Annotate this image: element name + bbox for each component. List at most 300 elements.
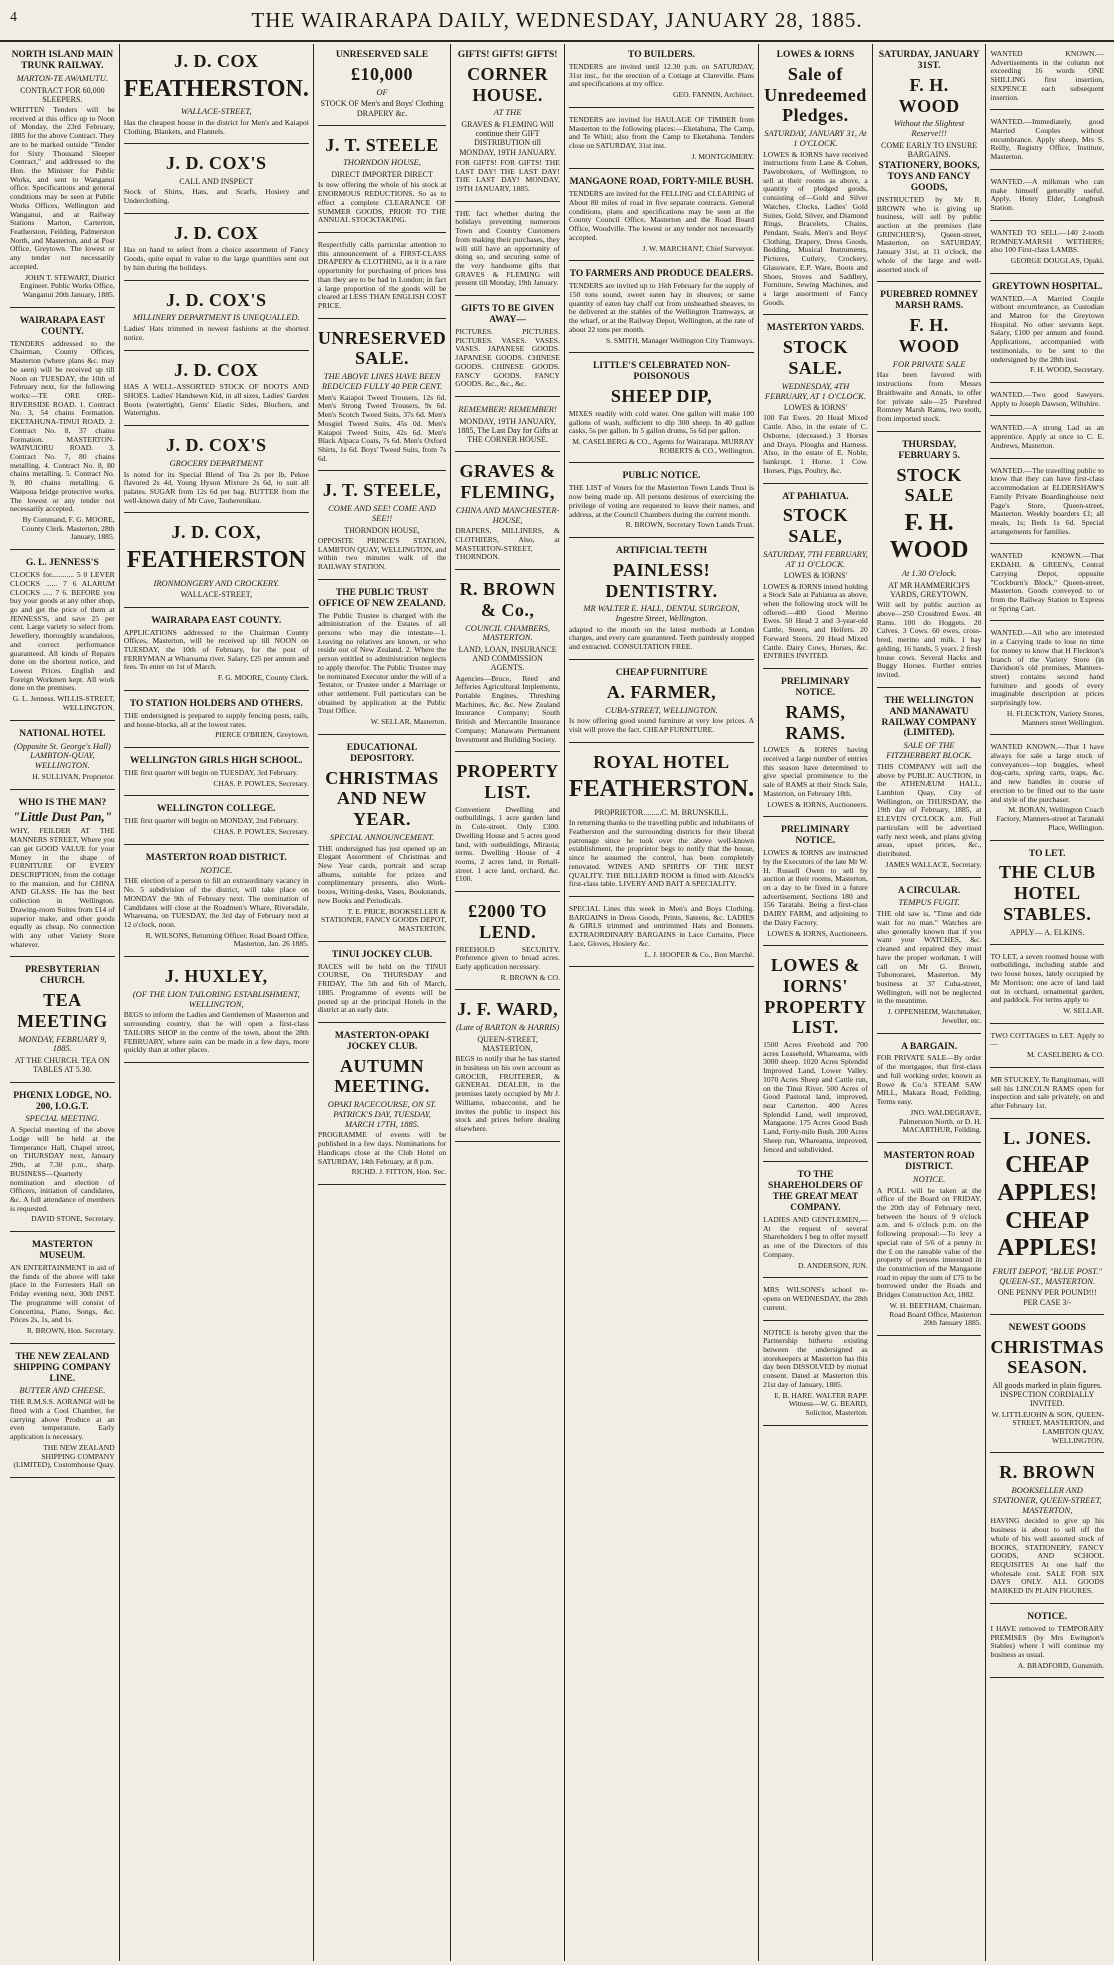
ad-body: PROGRAMME of events will be published in a few days. Nominations for Handicaps close at the Club Hotel on SATURDAY, 14th February, at 8 p.m. — [317, 1130, 447, 1166]
ad-signature: L. J. HOOPER & Co., Bon Marché. — [644, 949, 755, 959]
advertisement — [763, 44, 868, 315]
ad-display-heading: LOWES & IORNS' PROPERTY LIST. — [764, 955, 867, 1038]
ad-subheading: TEMPUS FUGIT. — [898, 897, 960, 908]
ad-body: SPECIAL Lines this week in Men's and Boys Clothing. BARGAINS in Dress Goods, Prints, Sateens, &c. LADIES & GIRLS trimmed and untrimmed Hats and Bonnets. EXTRAORDINARY BARGAINS in Lace Curtains, Piece Lace, Gloves, Hosiery &c. — [568, 903, 755, 948]
ad-body: HAS A WELL-ASSORTED STOCK OF BOOTS AND SHOES. Ladies' Handsewn Kid, in all sizes, Ladies' Garden Boots (watertight), Gents' Elastic Sides, Bluchers, and Watertights. — [123, 382, 309, 418]
column-1 — [6, 44, 120, 1961]
ad-heading: CHEAP FURNITURE — [615, 667, 708, 678]
advertisement — [763, 317, 868, 483]
advertisement — [569, 44, 754, 108]
ad-body: THE fact whether during the holidays preventing numerous Town and Country Customers from making their purchases, they will still have an opportunity of doing so, and securing some of the very handsome gifts that GRAVES & FLEMING will present till Monday, 19th January. — [455, 208, 560, 288]
ad-signature: F. G. MOORE, County Clerk. — [217, 673, 309, 683]
ad-body: LADIES AND GENTLEMEN,—At the request of several Shareholders I beg to offer myself as one of the Directors of this Company. — [763, 1215, 868, 1259]
advertisement — [124, 750, 309, 796]
column-8 — [986, 44, 1108, 1961]
ad-heading: THE NEW ZEALAND SHIPPING COMPANY LINE. — [13, 1351, 111, 1384]
ad-subheading: BOOKSELLER AND STATIONER, QUEEN-STREET, MASTERTON, — [992, 1485, 1102, 1515]
advertisement — [455, 894, 560, 990]
ad-heading: AT PAHIATUA. — [782, 491, 849, 502]
ad-heading: UNRESERVED SALE — [335, 50, 429, 60]
advertisement — [569, 110, 754, 170]
ad-subheading: GRAVES & FLEMING Will continue their GIFT DISTRIBUTION till MONDAY, 19TH JANUARY. — [459, 120, 556, 157]
ad-subheading: THORNDON HOUSE, — [343, 157, 421, 168]
ad-subheading: APPLY— A. ELKINS. — [1010, 927, 1085, 937]
column-3 — [314, 44, 451, 1961]
columns-container — [6, 44, 1108, 1961]
advertisement — [124, 798, 309, 844]
ad-subheading: COUNCIL CHAMBERS, MASTERTON. — [465, 622, 550, 643]
ad-display-heading: THE CLUB HOTEL STABLES. — [998, 862, 1096, 924]
advertisement — [990, 223, 1104, 274]
ad-body: FREEHOLD SECURITY. Preference given to broad acres. Early application necessary. — [455, 944, 560, 972]
ad-subheading: LAND, LOAN, INSURANCE AND COMMISSION AGENTS. — [458, 645, 557, 673]
ad-signature: J. W. MARCHANT, Chief Surveyor. — [642, 243, 755, 253]
advertisement — [569, 899, 754, 967]
advertisement — [990, 623, 1104, 735]
ad-signature: PIERCE O'BRIEN, Greytown. — [215, 730, 309, 740]
advertisement — [124, 216, 309, 281]
advertisement — [569, 745, 754, 897]
advertisement — [569, 355, 754, 463]
ad-body: WANTED.—Two good Sawyers. Apply to Joseph Dawson, Wiltshire. — [990, 390, 1104, 408]
ad-body: In returning thanks to the travelling public and inhabitants of Featherston and the surrounding districts for their liberal patronage since he took over the above well-known establishment, the proprietor begs to notify that the house, since he assumed the control, has been completely renovated. WINES AND SPIRITS OF THE BEST QUALITY. THE BILLIARD ROOM is fitted with Alcock's first-class table. LIVERY AND BAIT A SPECIALITY. — [568, 818, 755, 889]
ad-heading: NORTH ISLAND MAIN TRUNK RAILWAY. — [11, 50, 114, 71]
newspaper-title: THE WAIRARAPA DAILY, WEDNESDAY, JANUARY 28, 1885. — [251, 7, 863, 32]
ad-display-heading: GRAVES & FLEMING, — [459, 461, 556, 503]
advertisement — [877, 44, 982, 282]
advertisement — [124, 146, 309, 213]
ad-display-heading: UNRESERVED SALE. — [317, 327, 447, 369]
ad-subheading: FRUIT DEPOT, "BLUE POST." QUEEN-ST., MASTERTON. — [992, 1265, 1102, 1286]
ad-signature: A. BRADFORD, Gunsmith. — [1017, 1660, 1104, 1670]
ad-subheading: SATURDAY, 7TH FEBRUARY, AT 11 O'CLOCK. — [763, 548, 868, 569]
advertisement — [569, 263, 754, 353]
ad-body: Stock of Shirts, Hats, and Scarfs, Hosiery and Underclothing. — [123, 187, 309, 206]
ad-body: MIXES readily with cold water. One gallon will make 100 gallons of wash, sufficient to dip 300 sheep. In 40 gallon casks, 5s per gallon. In 5 gallon drums, 5s 6d per gallon. — [568, 408, 755, 436]
ad-signature: S. SMITH, Manager Wellington City Tramways. — [605, 335, 755, 345]
ad-body: NOTICE is hereby given that the Partnership hitherto existing between the undersigned as storekeepers at Masterton has this day been DISSOLVED by mutual consent. Dated at Masterton this 21st day of January, 1885. — [763, 1327, 868, 1389]
ad-body: WANTED.—Immediately, good Married Couples without encumbrance. Apply sheep, Mrs S. Reilly, Registry Office, Institute, Masterton. — [990, 117, 1104, 162]
ad-body: LOWES & IORNS are instructed by the Executors of the late Mr W. H. Russell Owen to sell by auction at their rooms, Masterton, on a day to be fixed in a future advertisement, Sections 180 and 156 Taratahi. Being a first-class DAIRY FARM, and adjoining to the Dairy Factory. — [763, 848, 868, 927]
ad-display-heading: J. D. COX'S — [166, 289, 267, 310]
ad-body: WANTED.—A strong Lad as an apprentice. Apply at once to C. E. Andrews, Masterton. — [990, 423, 1104, 450]
ad-signature: JAMES WALLACE, Secretary. — [885, 859, 982, 869]
column-4 — [451, 44, 565, 1961]
advertisement — [455, 754, 560, 892]
ad-body: WANTED KNOWN.—That I have always for sale a large stock of conveyances—top buggies, wheel dog-carts, spring carts, traps, &c. and new handles in course of erection to be fitted out to the taste and style of the purchaser. — [990, 742, 1104, 804]
ad-heading: MASTERTON ROAD DISTRICT. — [145, 852, 287, 863]
advertisement — [10, 959, 115, 1082]
ad-signature: LOWES & IORNS, Auctioneers. — [767, 928, 868, 938]
advertisement — [124, 428, 309, 513]
ad-body: OPPOSITE PRINCE'S STATION, LAMBTON QUAY, WELLINGTON, and within two minutes walk of the RAILWAY STATION. — [317, 535, 447, 571]
column-2 — [120, 44, 314, 1961]
ad-heading: SATURDAY, JANUARY 31ST. — [878, 50, 980, 71]
ad-display-heading: R. BROWN — [999, 1462, 1096, 1483]
ad-body: BEGS to notify that he has started in business on his own account as GROCER, FRUITERER, & GENERAL DEALER, in the premises lately occupied by Mr J. Williams, tobacconist, and he invites the public to inspect his stock and prices before dealing elsewhere. — [455, 1054, 560, 1134]
advertisement — [763, 1280, 868, 1320]
ad-signature: R. BROWN & CO. — [500, 972, 560, 982]
ad-signature: J. OPPENHEIM, Watchmaker, Jeweller, etc. — [887, 1007, 982, 1025]
ad-display-heading: FEATHERSTON — [126, 547, 306, 574]
ad-heading: MASTERTON YARDS. — [766, 323, 864, 334]
ad-display-heading: STOCK SALE — [896, 464, 962, 506]
advertisement — [763, 948, 868, 1162]
advertisement — [455, 454, 560, 570]
ad-signature: CHAS. P. POWLES, Secretary. — [213, 778, 309, 788]
ad-body: Has on hand to select from a choice assortment of Fancy Goods, quite equal in value to the large quantities sent out by him during the holidays. — [123, 245, 309, 272]
ad-subheading: SPECIAL MEETING. — [25, 1113, 100, 1124]
ad-body: A Special meeting of the above Lodge will be held at the Temperance Hall, Chapel street, on THURSDAY next, January 29th, at 7.30 p.m., sharp. BUSINESS—Quarterly nomination and election of Officers, initiation of candidates, &c. A full attendance of members is requested. — [10, 1125, 115, 1213]
ad-subheading: CUBA-STREET, WELLINGTON. — [605, 704, 718, 715]
advertisement — [124, 283, 309, 351]
ad-body: WANTED TO SELL—140 2-tooth ROMNEY-MARSH WETHERS; also 100 First-class LAMBS. — [990, 227, 1104, 255]
advertisement — [990, 172, 1104, 221]
advertisement — [124, 610, 309, 691]
ad-display-heading: J. D. COX — [174, 51, 259, 71]
ad-heading: LITTLE'S CELEBRATED NON-POISONOUS — [592, 361, 731, 383]
ad-display-heading: PROPERTY LIST. — [456, 761, 559, 803]
ad-heading: WHO IS THE MAN? — [18, 797, 107, 808]
advertisement — [990, 843, 1104, 945]
ad-heading: THURSDAY, FEBRUARY 5. — [898, 439, 960, 461]
page-number: 4 — [10, 10, 17, 25]
ad-heading: PRELIMINARY NOTICE. — [781, 676, 850, 698]
advertisement — [318, 473, 446, 579]
ad-body: APPLICATIONS addressed to the Chairman County Offices, Masterton, will be received up till NOON on TUESDAY, the 10th of February, for the post of FERRYMAN at Whareama river. Salary, £25 per annum and fees. To enter on 1st of March. — [123, 627, 309, 672]
ad-subheading: ONE PENNY PER POUND!!! PER CASE 3/- — [997, 1288, 1097, 1307]
ad-subheading: AT THE CHURCH. TEA ON TABLES AT 5.30. — [14, 1056, 110, 1075]
advertisement — [569, 540, 754, 660]
ad-signature: M. BORAN, Wellington Coach Factory, Manners-street at Taranaki Place, Wellington. — [996, 805, 1104, 832]
ad-body: THE undersigned has just opened up an Elegant Assortment of Christmas and New Year cards, portrait and scrap albums, suitable for prizes and complimentary presents, also Work-boxes, Writing-desks, Vases, Bookstands, new Books and Periodicals. — [317, 843, 447, 905]
ad-signature: M. CASELBERG & CO., Agents for Wairarapa. MURRAY ROBERTS & CO., Wellington. — [572, 436, 755, 455]
ad-subheading: CONTRACT FOR 60,000 SLEEPERS. — [20, 85, 105, 104]
ad-display-heading: FEATHERSTON. — [123, 75, 309, 102]
advertisement — [990, 1317, 1104, 1454]
advertisement — [569, 662, 754, 743]
ad-heading: EDUCATIONAL DEPOSITORY. — [346, 742, 418, 764]
ad-signature: By Command, F. G. MOORE, County Clerk. Masterton, 28th January, 1885. — [21, 515, 115, 542]
ad-subheading: AT MR HAMMERICH'S YARDS, GREYTOWN. — [888, 580, 970, 600]
advertisement — [990, 1026, 1104, 1068]
ad-heading: A CIRCULAR. — [897, 885, 961, 896]
advertisement — [763, 486, 868, 669]
ad-signature: R. BROWN, Hon. Secretary. — [26, 1325, 115, 1335]
ad-signature: GEORGE DOUGLAS, Opaki. — [1010, 255, 1104, 265]
ad-body: Agencies—Bruce, Reed and Jefferies Agricultural Implements, Portable Engines, Threshing Machines, &c. &c. New Zealand Insurance Company; South British and Mercantile Insurance Company; Manawatu Permanent Investment and Building Society. — [455, 673, 560, 744]
ad-body: TENDERS are invited for HAULAGE OF TIMBER from Masterton to the following places:—Eketahuna, The Camp, and Te Whiti; also from the Camp to Eketahuna. Tenders close on SATURDAY, 31st inst. — [568, 114, 755, 150]
ad-heading: TO BUILDERS. — [628, 50, 695, 60]
ad-display-heading: AUTUMN MEETING. — [334, 1055, 430, 1097]
advertisement — [318, 128, 446, 233]
advertisement — [569, 465, 754, 538]
advertisement — [877, 690, 982, 878]
ad-signature: RICHD. J. FITTON, Hon. Sec. — [351, 1167, 447, 1177]
advertisement — [877, 880, 982, 1034]
ad-subheading: CHINA AND MANCHESTER-HOUSE, — [455, 504, 560, 525]
ad-display-heading: FEATHERSTON. — [568, 776, 755, 803]
ad-display-heading: R. BROWN & Co., — [459, 579, 556, 620]
advertisement — [455, 44, 560, 202]
ad-heading: PRESBYTERIAN CHURCH. — [25, 965, 100, 987]
ad-subheading: Without the Slightest Reserve!!! — [893, 118, 965, 138]
ad-display-heading: F. H. WOOD — [898, 315, 960, 356]
advertisement — [10, 723, 115, 790]
ad-subheading: WEDNESDAY, 4TH FEBRUARY, AT 1 O'CLOCK. — [764, 380, 866, 401]
ad-body: HAVING decided to give up his business is about to sell off the whole of his well assorted stock of BOOKS, STATIONERY, FANCY GOODS, AND SCHOOL REQUISITES At one half the wholesale cost. SALE FOR SIX DAYS ONLY. ALL GOODS MARKED IN PLAIN FIGURES. — [990, 1516, 1104, 1596]
ad-heading: MASTERTON-OPAKI JOCKEY CLUB. — [334, 1030, 430, 1052]
ad-body: THE undersigned is prepared to supply fencing posts, rails, and house-blocks, all at the lowest rates. — [123, 710, 309, 729]
advertisement — [990, 947, 1104, 1024]
ad-heading: WAIRARAPA EAST COUNTY. — [19, 315, 105, 337]
ad-subheading: FOR PRIVATE SALE — [892, 358, 966, 369]
ad-body: TO LET, a seven roomed house with outbuildings, including stable and two loose boxes, lately occupied by Mr Morrison; one acre of land laid out in orchard, ornamental garden, and paddock. For terms apply to — [990, 951, 1104, 1005]
ad-heading: GIFTS! GIFTS! GIFTS! — [457, 50, 558, 60]
ad-body: WANTED.—All who are interested in a Carrying trade to lose no time for money to know that H Fleckton's branch of the Variety Store (in Davidson's old premises, Manners-street) contains second hand furniture and goods of every imaginable description at prices surprisingly low. — [990, 628, 1104, 708]
column-5 — [565, 44, 759, 1961]
ad-signature: H. SULLIVAN, Proprietor. — [32, 771, 115, 781]
ad-body: FOR PRIVATE SALE—By order of the mortgagee, that first-class and full working order, known as Rowe & Co.'s STEAM SAW MILL, Makara Road, Feilding. Terms easy. — [876, 1053, 982, 1107]
ad-display-heading: SHEEP DIP, — [610, 386, 713, 407]
ad-display-heading: Sale of Unredeemed Pledges. — [764, 63, 867, 126]
ad-subheading: MARTON-TE AWAMUTU. — [16, 72, 109, 83]
ad-subheading: IRONMONGERY AND CROCKERY. — [153, 577, 280, 588]
ad-heading: TO THE SHAREHOLDERS OF THE GREAT MEAT COMPANY. — [768, 1170, 863, 1214]
ad-body: BEGS to inform the Ladies and Gentlemen of Masterton and surrounding country, that he will open a first-class TAILORS SHOP in the centre of the town, about the 28th FEBRUARY, where suits can be made in a few days, more quickly than at other places. — [123, 1010, 309, 1055]
ad-heading: TO STATION HOLDERS AND OTHERS. — [129, 698, 303, 709]
ad-subheading: WALLACE-STREET, — [180, 590, 253, 600]
advertisement — [124, 44, 309, 144]
ad-body: Is noted for its Special Blend of Tea 2s per lb, Pekoe flavored 2s 4d, Young Hyson Mixture 2s 6d, to suit all palates. SUGAR from 12s 6d per bag. BUTTER from the well-known dairy of Mr Cave, Tauherenikau. — [123, 469, 309, 505]
ad-heading: LOWES & IORNS — [776, 50, 855, 60]
advertisement — [124, 353, 309, 427]
ad-body: Convenient Dwelling and outbuildings, 1 acre garden land in Cole-street. Only £300. Dwelling House and 5 acres good land, with outbuildings, Miraoia; terms. Dwelling House of 4 rooms, 2 acres land, in Renall-street. 1 acre land, orchard, &c. £100. — [455, 804, 560, 884]
ad-subheading: STOCK OF Men's and Boys' Clothing DRAPERY &c. — [320, 99, 444, 118]
ad-signature: JNO. WALDEGRAVE, Palmerston North. or D. H. MACARTHUR, Feilding. — [898, 1107, 982, 1135]
ad-body: TENDERS are invited for the FELLING and CLEARING of About 80 miles of road in five separate contracts. General conditions, plans and specifications may be seen at the County Council Office, Masterton and the Road Board Office, Woodville. The lowest or any tender not necessarily accepted. — [568, 189, 755, 242]
advertisement — [318, 1025, 446, 1185]
ad-heading: MASTERTON ROAD DISTRICT. — [883, 1150, 975, 1172]
ad-subheading: DIRECT IMPORTER DIRECT — [331, 170, 433, 180]
ad-signature: W. SELLAR. — [1063, 1006, 1104, 1015]
ad-subheading: "Little Dust Pan," — [12, 809, 112, 825]
ad-heading: STATIONERY, BOOKS, TOYS AND FANCY GOODS, — [878, 161, 980, 193]
ad-body: WANTED.—A milkman who can make himself generally useful. Apply, Henry Elder, Longbush Station. — [990, 176, 1104, 213]
advertisement — [455, 572, 560, 752]
advertisement — [124, 693, 309, 748]
ad-subheading: CALL AND INSPECT — [179, 177, 254, 187]
ad-subheading: MONDAY, FEBRUARY 9, 1885. — [18, 1033, 107, 1054]
ad-subheading: NOTICE. — [200, 864, 233, 875]
ad-heading: TO LET. — [1028, 848, 1066, 859]
ad-subheading: At 1.30 O'clock. — [901, 568, 957, 579]
ad-display-heading: F. H. WOOD — [898, 74, 960, 116]
column-7 — [873, 44, 987, 1961]
ad-body: RACES will be held on the TINUI COURSE, On THURSDAY and FRIDAY, The 5th and 6th of March, 1885. Programme of events will be posted up at the principal Hotels in the district at an early date. — [317, 961, 447, 1015]
ad-body: DRAPERS, MILLINERS, & CLOTHIERS, Also, at MASTERTON-STREET, THORNDON. — [455, 526, 560, 562]
masthead — [0, 0, 1114, 42]
advertisement — [10, 792, 115, 958]
ad-subheading: BUTTER AND CHEESE. — [19, 1385, 106, 1396]
advertisement — [10, 1234, 115, 1344]
advertisement — [877, 1036, 982, 1143]
ad-body: TENDERS are invited up to 16th February for the supply of 150 tons sound, sweet eaten hay in sheaves; or same quantity of eaten hay chaff cut from unsheathed sheaves, to be delivered at the stables of the Wellington Tramways, at the wharf, or at the Railway Depot, Wellington, at the rate of about 22 tons per month. — [568, 281, 755, 334]
ad-display-heading: CORNER HOUSE. — [467, 63, 549, 105]
advertisement — [877, 284, 982, 431]
advertisement — [455, 992, 560, 1141]
ad-subheading: SALE OF THE FITZHERBERT BLOCK. — [886, 740, 972, 761]
ad-body: A POLL will be taken at the office of the Board on FRIDAY, the 20th day of February next, between the hours of 9 o'clock a.m. and 6 o'clock p.m. on the following proposal:—To levy a special rate of 5/6 of a penny in the £ on the rateable value of the property of persons interested in the construction of the Mangaone road to repay the sum of £75 to be borrowed under the Roads and Bridges Construction Act, 1882. — [876, 1185, 982, 1300]
ad-display-heading: £10,000 — [351, 63, 414, 84]
ad-signature: W. H. BEETHAM, Chairman. Road Board Office, Masterton 20th January 1885. — [889, 1300, 982, 1328]
ad-signature: E. B. HARE. WALTER RAPP. Witness—W. G. BEARD, Solicitor, Masterton. — [774, 1390, 868, 1417]
ad-subheading: LOWES & IORNS' — [783, 403, 848, 413]
ad-subheading: MILLINERY DEPARTMENT IS UNEQUALLED. — [132, 312, 300, 323]
ad-body: THE old saw is, "Time and tide wait for no man." Watches are also generally known that if you want your WATCHES, &c. cleaned and repaired they must have the proper workman. I will call on Mr G. Brown, Tuhonorarei, Masterton. My business at 37 Cuba-street, Wellington, will not be neglected in the meantime. — [876, 909, 982, 1006]
advertisement — [990, 1606, 1104, 1679]
ad-subheading: PROPRIETOR.........C. M. BRUNSKILL. — [594, 808, 729, 818]
ad-display-heading: STOCK SALE, — [782, 505, 849, 547]
ad-body: 100 Fat Ewes. 20 Head Mixed Cattle. Also, in the estate of C. Osborne, (deceased.) 3 Horses and Drays. Ploughs and Harness. Also, in the estate of E. Noble, bankrupt. 1 Horse. 1 Cow. Horses, Pigs, Poultry, &c. — [763, 413, 868, 475]
ad-heading: GIFTS TO BE GIVEN AWAY— — [461, 304, 554, 326]
ad-body: THE election of a person to fill an extraordinary vacancy in No. 5 subdivision of the district, will take place on MONDAY the 9th of February next. The nomination of Candidates will close at the Roadmen's Whare, Riversdale, Whareama, on TUESDAY, the 3rd day of February next at 12 o'clock, noon. — [123, 876, 309, 929]
advertisement — [763, 1323, 868, 1426]
ad-signature: THE NEW ZEALAND SHIPPING COMPANY (LIMITED), Customhouse Quay. — [13, 1442, 115, 1470]
advertisement — [10, 552, 115, 720]
ad-body: FOR GIFTS! FOR GIFTS! THE LAST DAY! THE LAST DAY! THE LAST DAY! MONDAY, 19TH JANUARY, 1885. — [455, 157, 560, 193]
ad-body: THE R.M.S.S. AORANGI will be fitted with a Cool Chamber, for carrying above Produce at an even temperature. Early application is necessary. — [10, 1397, 115, 1442]
ad-body: INSTRUCTED by Mr R. BROWN who is giving up business, will sell by public auction at the premises (late GRINCHER'S), Queen-street, Masterton, on SATURDAY, January 31st, at 11 o'clock, the whole of the large and well-assorted stock of — [876, 194, 982, 274]
ad-heading: NOTICE. — [1027, 1611, 1068, 1622]
ad-body: TENDERS addressed to the Chairman, County Offices, Masterton (where plans &c. may be seen) will be received up till Noon on TUESDAY, the 10th of February next, for the following works:—TE ORE ORE-RIVERSIDE ROAD. 1. Contract No. 3, 54 chains Formation. EKETAHUNA-TINUI ROAD. 2. Contract No. 8, 37 chains Formation. MASTERTON-WAINUIORU ROAD. 3. Contract No. 7, 80 chains metalling. 4. Contract No. 8, 80 chains metalling. 5. Contract No. 9, 80 chains metalling. 6. Waipoua bridge protective works. The lowest or any tender not necessarily accepted. — [10, 338, 115, 514]
advertisement — [877, 1145, 982, 1336]
ad-signature: DAVID STONE, Secretary. — [31, 1214, 115, 1224]
ad-body: WANTED KNOWN.—Advertisements in the column not exceeding 16 words ONE SHILLING first insertion, SIXPENCE each subsequent insertion. — [990, 49, 1104, 102]
ad-signature: T. E. PRICE, BOOKSELLER & STATIONER, FANCY GOODS DEPOT, MASTERTON. — [321, 906, 447, 933]
ad-heading: WELLINGTON GIRLS HIGH SCHOOL. — [130, 755, 303, 766]
ad-body: LOWES & IORNS intend holding a Stock Sale at Pahiatua as above, when the following stock will be offered:—400 Good Merino Ewes. 50 Head 2 and 3-year-old Cattle, Steers, and Heifers. 20 Forward Steers. 20 Head Mixed Cattle. Dairy Cows, Horses, &c. ENTRIES INVITED. — [763, 581, 868, 661]
ad-heading: WAIRARAPA EAST COUNTY. — [151, 615, 282, 626]
advertisement — [10, 1346, 115, 1478]
ad-heading: TO FARMERS AND PRODUCE DEALERS. — [569, 269, 754, 280]
ad-body: THE first quarter will begin on MONDAY, 2nd February. — [123, 816, 299, 826]
ad-subheading: SATURDAY, JANUARY 31, At 1 O'CLOCK. — [764, 127, 867, 148]
ad-body: WHY, FEILDER AT THE MANNERS STREET, Where you can get GOOD VALUE for your Money in the shape of FURNITURE OF EVERY DESCRIPTION, from the cottage to the mansion, and for CHINA AND GLASS. He has the best collection in Wellington. Drawing-room Suites from £14 of superior make, and other goods equally as cheap. No connection with any other Variety Store whatever. — [10, 826, 115, 949]
ad-display-heading: TEA MEETING — [17, 990, 108, 1031]
ad-subheading: (Opposite St. George's Hall) LAMBTON-QUAY, WELLINGTON. — [13, 740, 111, 771]
ad-display-heading: £2000 TO LEND. — [468, 901, 547, 942]
ad-subheading: THORNDON HOUSE, — [344, 525, 420, 535]
ad-body: LOWES & IORNS have received instructions from Lane & Cohen, Pawnbrokers, of Wellington, to sell at their rooms as above, a quantity of pledged goods, consisting of—Gold and Silver Watches, Clocks, Ladies' Gold Suites, Gold, Silver, and Diamond Rings, Bracelets, Chains, Pendant, Seals, Men's and Boys' Clothing, Drapery, Dress Goods, Bedding, Musical Instruments, Pictures, Cutlery, Crockery, Glassware, E.P. Ware, Boots and Shoes, Stoves and Saddlery, Furniture, Sewing Machines, and a large assortment of Fancy Goods. — [763, 149, 868, 307]
ad-signature: W. SELLAR, Masterton. — [370, 717, 447, 727]
advertisement — [990, 546, 1104, 621]
ad-heading: GREYTOWN HOSPITAL. — [991, 281, 1103, 292]
ad-signature: W. LITTLEJOHN & SON, QUEEN-STREET, MASTERTON, and LAMBTON QUAY, WELLINGTON. — [991, 1409, 1104, 1445]
ad-display-heading: J. D. COX, — [171, 522, 262, 543]
ad-body: Is now offering good sound furniture at very low prices. A visit will prove the fact. CHEAP FURNITURE. — [568, 716, 755, 735]
ad-subheading: MONDAY, 19TH JANUARY, 1885, The Last Day for Gifts at THE CORNER HOUSE. — [457, 416, 558, 445]
ad-body: I HAVE removed to TEMPORARY PREMISES (by Mrs Ewington's Stables) where I will continue my business as usual. — [990, 1623, 1104, 1659]
ad-body: LOWES & IORNS having received a large number of entries this season have determined to give special prominence to the sale of RAMS at their Stock Sale, Masterton, on February 18th. — [763, 745, 868, 798]
ad-heading: PUBLIC NOTICE. — [622, 471, 701, 482]
advertisement — [455, 399, 560, 452]
ad-body: WANTED.—The travelling public to know that they can have first-class accommodation at ELDERSHAW'S Family Private Boardinghouse next Page's Store, Queen-street, Masterton. Weekly boarders £1; all meals, 1s; Beds 1s 6d. Special arrangements for families. — [990, 465, 1104, 536]
ad-display-heading: F. H. WOOD — [889, 509, 969, 564]
ad-body: CLOCKS for............ 5 0 LEVER CLOCKS ...... 7 6 ALARUM CLOCKS ..... 7 6. BEFORE you buy your goods at any other shop, go and get the price of them at JENNESS'S, and save 25 per cent. Large variety to select from. Jewellery, thoroughly scandalous, and correct performance guaranteed. All kinds of Repairs done on the shortest notice, and Lowest Prices. English and Foreign Workmen kept. All work done on the premises. — [10, 570, 115, 693]
ad-display-heading: A. FARMER, — [606, 681, 717, 702]
ad-body: TENDERS are invited until 12.30 p.m. on SATURDAY, 31st inst., for the erection of a Cottage at Clareville. Plans and specifications at my office. — [568, 61, 755, 89]
ad-subheading: NOTICE. — [912, 1173, 946, 1184]
advertisement — [990, 1070, 1104, 1119]
advertisement — [990, 385, 1104, 416]
ad-body: Men's Kaiapoi Tweed Trousers, 12s 6d. Men's Strong Tweed Trousers, 9s 6d. Men's Scotch Tweed Suits, 37s 6d. Men's Mosgiel Tweed Suits, 45s 0d. Men's Kaiapoi Tweed Suits, 42s 6d. Men's Black Alpaca Coats, 7s 6d. Men's Oxford Shirts, 1s 6d. Boys' Tweed Suits, from 7s 6d. — [317, 392, 447, 463]
ad-body: Has been favored with instructions from Messrs Braithwaite and Annals, to offer for private sale—25 Purebred Romney Marsh Rams, two tooth, from imported stock. — [876, 370, 982, 423]
ad-subheading: OPAKI RACECOURSE, ON ST. PATRICK'S DAY, TUESDAY, MARCH 17TH, 1885. — [327, 1099, 437, 1129]
ad-display-heading: J. D. COX — [174, 359, 259, 380]
advertisement — [763, 1164, 868, 1278]
advertisement — [318, 582, 446, 735]
ad-body: AN ENTERTAINMENT in aid of the funds of the above will take place in the Forresters Hall on Friday evening next, 30th INST. The programme will consist of Concertina, Piano, Songs, &c. Prices 2s, 1s, and 1s. — [10, 1262, 115, 1325]
ad-display-heading: J. T. STEELE — [325, 134, 439, 155]
ad-signature: F. H. WOOD, Secretary. — [1029, 365, 1104, 375]
ad-display-heading: J. D. COX — [174, 222, 259, 243]
ad-signature: R. WILSONS, Returning Officer. Road Board Office, Masterton, Jan. 26 1885. — [145, 930, 309, 949]
ad-display-heading: CHRISTMAS SEASON. — [990, 1336, 1104, 1378]
advertisement — [763, 671, 868, 817]
ad-signature: JOHN T. STEWART, District Engineer. Public Works Office, Wanganui 20th January, 1885. — [20, 272, 115, 300]
ad-heading: THE PUBLIC TRUST OFFICE OF NEW ZEALAND. — [318, 587, 446, 609]
ad-signature: H. FLECKTON, Variety Stores, Manners street Wellington. — [1006, 708, 1104, 727]
advertisement — [990, 461, 1104, 545]
ad-display-heading: J. HUXLEY, — [164, 966, 268, 987]
ad-body: Is now offering the whole of his stock at ENORMOUS REDUCTIONS, So as to effect a complete CLEARANCE OF SUMMER GOODS, PRIOR TO THE ANNUAL STOCKTAKING. — [317, 180, 447, 225]
advertisement — [318, 235, 446, 319]
ad-heading: MANGAONE ROAD, FORTY-MILE BUSH. — [569, 177, 754, 188]
ad-body: TWO COTTAGES to LET. Apply to— — [990, 1030, 1104, 1049]
advertisement — [990, 418, 1104, 458]
ad-body: WANTED.—A Married Couple without encumbrance, as Custodian and Matron for the Greytown Hospital. No other servants kept. Salary, £100 per annum and found. Applications, accompanied with testimonials, to be sent to the undersigned by the 28th inst. — [990, 293, 1104, 364]
ad-heading: TINUI JOCKEY CLUB. — [331, 949, 433, 960]
ad-display-heading: CHRISTMAS AND NEW YEAR. — [325, 767, 439, 830]
ad-display-heading: RAMS, RAMS. — [785, 701, 846, 743]
advertisement — [877, 434, 982, 688]
ad-body: adapted to the mouth on the latest methods at London charges, and every care guaranteed. Teeth painlessly stopped and extracted. CONSULTATION FREE. — [568, 624, 755, 652]
ad-signature: LOWES & IORNS, Auctioneers. — [767, 799, 868, 809]
ad-signature: CHAS. P. POWLES, Secretary. — [213, 826, 309, 836]
ad-display-heading: ROYAL HOTEL — [593, 751, 730, 772]
ad-body: MR STUCKEY, Te Rangitumau, will sell his LINCOLN RAMS open for inspection and sale privately, on and after February 1st. — [990, 1074, 1104, 1111]
ad-display-heading: J. D. COX'S — [166, 153, 267, 174]
ad-signature: GEO. FANNIN, Architect. — [673, 90, 755, 100]
ad-display-heading: STOCK SALE. — [782, 337, 849, 379]
ad-body: THE first quarter will begin on TUESDAY, 3rd February. — [123, 767, 299, 777]
ad-display-heading: PAINLESS! DENTISTRY. — [605, 559, 718, 601]
ad-body: MRS WILSONS's school re-opens on WEDNESDAY, the 28th current. — [763, 1285, 868, 1312]
ad-subheading: AT THE — [493, 107, 522, 118]
ad-signature: M. CASELBERG & CO. — [1026, 1050, 1104, 1060]
ad-body: PICTURES. PICTURES. PICTURES. VASES. VASES. VASES. JAPANESE GOODS. JAPANESE GOODS. CHINESE GOODS. CHINESE GOODS. FANCY GOODS. FANCY GOODS. &c., &c., &c. — [455, 327, 560, 389]
ad-signature: D. ANDERSON, JUN. — [797, 1260, 868, 1270]
ad-body: THE LIST of Voters for the Masterton Town Lands Trust is now being made up. All persons desirous of exercising the privilege of voting are requested to leave their names, and address, at the Council Chambers during the current month. — [568, 483, 755, 519]
ad-heading: NEWEST GOODS — [1008, 1322, 1086, 1333]
ad-display-heading: J. D. COX'S — [166, 435, 267, 456]
ad-subheading: All goods marked in plain figures. INSPECTION CORDIALLY INVITED. — [992, 1381, 1103, 1409]
ad-signature: J. MONTGOMERY. — [691, 151, 755, 161]
ad-subheading: MR WALTER E. HALL, DENTAL SURGEON, Ingestre Street, Wellington. — [583, 603, 740, 623]
advertisement — [455, 204, 560, 296]
advertisement — [990, 44, 1104, 110]
